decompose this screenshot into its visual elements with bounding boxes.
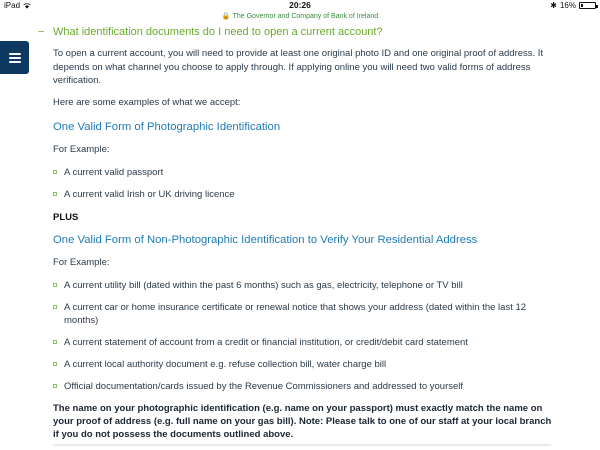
list-item	[53, 166, 553, 179]
faq-question[interactable]: What identification documents do I need to open a current account?	[53, 26, 383, 38]
faq-answer	[53, 47, 553, 441]
status-time: 20:26	[289, 0, 311, 10]
url-bar[interactable]	[0, 12, 600, 23]
list-item-text: A current utility bill (dated within the past 6 months) such as gas, electricity, telephone or TV bill	[64, 279, 463, 291]
for-example-label: For Example:	[53, 257, 110, 268]
list-item-text: A current statement of account from a credit or financial institution, or credit/debit card statement	[64, 336, 468, 348]
plus-label: PLUS	[53, 211, 79, 223]
list-item	[53, 380, 553, 393]
square-bullet-icon	[53, 340, 57, 344]
for-example-label: For Example:	[53, 144, 110, 155]
list-item	[53, 188, 553, 201]
list-item-text: A current valid Irish or UK driving licence	[64, 188, 235, 200]
list-item	[53, 301, 553, 327]
hamburger-icon	[9, 53, 21, 63]
photo-id-list	[53, 166, 553, 201]
square-bullet-icon	[53, 384, 57, 388]
battery-cap	[596, 5, 598, 8]
battery-icon	[579, 2, 596, 9]
square-bullet-icon	[53, 192, 57, 196]
faq-question-header[interactable]	[38, 25, 553, 39]
square-bullet-icon	[53, 283, 57, 287]
list-item-text: A current valid passport	[64, 166, 164, 178]
site-name: The Governor and Company of Bank of Ireland	[232, 13, 379, 20]
square-bullet-icon	[53, 362, 57, 366]
photo-id-heading: One Valid Form of Photographic Identification	[53, 121, 281, 133]
menu-button[interactable]	[0, 41, 29, 74]
list-item	[53, 358, 553, 371]
divider	[53, 444, 551, 446]
intro-paragraph: To open a current account, you will need to provide at least one original photo ID and one original proof of address. It depends on what channel you choose to apply through. If applying online you will need two valid forms of address verification.	[53, 48, 544, 86]
status-bar	[0, 0, 600, 12]
address-heading: One Valid Form of Non-Photographic Identification to Verify Your Residential Address	[53, 234, 478, 246]
list-item-text: Official documentation/cards issued by the Revenue Commissioners and addressed to yourself	[64, 380, 464, 392]
examples-intro: Here are some examples of what we accept:	[53, 96, 241, 108]
status-right	[550, 1, 596, 10]
bluetooth-icon: ✱	[550, 1, 557, 10]
list-item	[53, 336, 553, 349]
square-bullet-icon	[53, 305, 57, 309]
lock-icon: 🔒	[221, 13, 231, 20]
list-item-text: A current local authority document e.g. refuse collection bill, water charge bill	[64, 358, 387, 370]
list-item-text: A current car or home insurance certificate or renewal notice that shows your address (dated within the last 12 months)	[64, 301, 527, 326]
list-item	[53, 279, 553, 292]
collapse-icon[interactable]: −	[38, 26, 45, 38]
square-bullet-icon	[53, 170, 57, 174]
device-name: iPad	[4, 1, 21, 10]
address-list	[53, 279, 553, 393]
battery-percent: 16%	[559, 1, 576, 10]
battery-level	[581, 4, 583, 7]
name-match-note: The name on your photographic identification (e.g. name on your passport) must exactly match the name on your proof of address (e.g. full name on your gas bill). Note: Please talk to one of our staff at your local branch if you do not possess the documents outlined above.	[53, 402, 552, 440]
faq-panel	[38, 25, 553, 441]
